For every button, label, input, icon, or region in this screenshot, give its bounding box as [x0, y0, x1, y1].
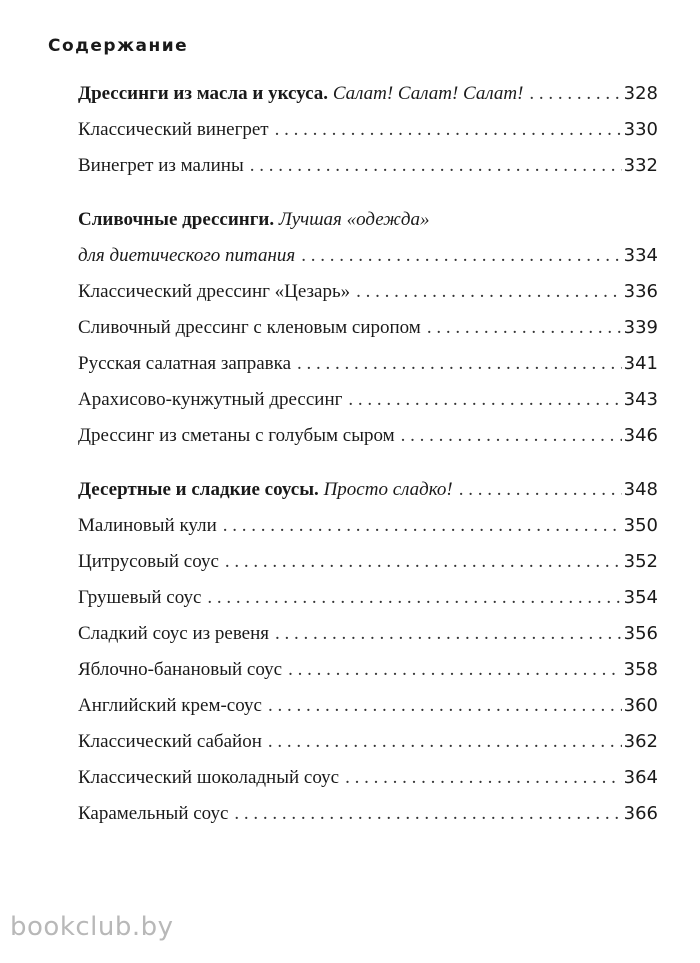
toc-entry	[78, 508, 658, 544]
leader-dots	[345, 760, 622, 796]
section-heading	[78, 76, 658, 112]
leader-dots	[234, 796, 621, 832]
leader-dots	[250, 148, 622, 184]
page-number: 348	[623, 479, 658, 500]
page-number: 343	[623, 389, 658, 410]
watermark: bookclub.by	[10, 912, 174, 942]
section-heading	[78, 202, 658, 238]
leader-dots	[275, 112, 622, 148]
page-number: 350	[623, 515, 658, 536]
toc-entry	[78, 274, 658, 310]
page-number: 362	[623, 731, 658, 752]
page-number: 339	[623, 317, 658, 338]
section-title-italic: Салат! Салат! Салат!	[332, 83, 524, 104]
leader-dots	[427, 310, 622, 346]
entry-title: Русская салатная заправка	[78, 353, 292, 374]
leader-dots	[207, 580, 621, 616]
leader-dots	[459, 472, 622, 508]
entry-title: Дрессинг из сметаны с голубым сыром	[78, 425, 395, 446]
section-title-bold: Десертные и сладкие соусы.	[78, 479, 319, 500]
toc-entry	[78, 796, 658, 832]
toc-entry	[78, 616, 658, 652]
toc-entry	[78, 760, 658, 796]
entry-title: Классический дрессинг «Цезарь»	[78, 281, 351, 302]
page-number: 330	[623, 119, 658, 140]
section-title-italic-cont: для диетического питания	[78, 245, 296, 266]
toc-entry	[78, 346, 658, 382]
page-number: 356	[623, 623, 658, 644]
leader-dots	[401, 418, 622, 454]
leader-dots	[268, 724, 622, 760]
leader-dots	[288, 652, 622, 688]
entry-title: Грушевый соус	[78, 587, 202, 608]
entry-title: Арахисово-кунжутный дрессинг	[78, 389, 343, 410]
page-number: 364	[623, 767, 658, 788]
leader-dots	[297, 346, 622, 382]
toc-entry	[78, 382, 658, 418]
entry-title: Малиновый кули	[78, 515, 217, 536]
entry-title: Сладкий соус из ревеня	[78, 623, 270, 644]
page-number: 358	[623, 659, 658, 680]
entry-title: Цитрусовый соус	[78, 551, 219, 572]
toc-entry	[78, 724, 658, 760]
toc-entry	[78, 652, 658, 688]
section-title-italic: Просто сладко!	[323, 479, 453, 500]
entry-title: Классический шоколадный соус	[78, 767, 340, 788]
toc-entry	[78, 310, 658, 346]
page-number: 346	[623, 425, 658, 446]
entry-title: Сливочный дрессинг с кленовым сиропом	[78, 317, 421, 338]
section-title-bold: Сливочные дрессинги.	[78, 209, 275, 230]
toc-entry	[78, 112, 658, 148]
leader-dots	[348, 382, 621, 418]
toc-entry	[78, 580, 658, 616]
page-number: 334	[623, 245, 658, 266]
entry-title: Карамельный соус	[78, 803, 229, 824]
page-number: 328	[623, 83, 658, 104]
section-heading	[78, 472, 658, 508]
entry-title: Классический сабайон	[78, 731, 262, 752]
section-heading-continued	[78, 238, 658, 274]
toc-entry	[78, 418, 658, 454]
page-number: 354	[623, 587, 658, 608]
entry-title: Винегрет из малины	[78, 155, 244, 176]
page-number: 336	[623, 281, 658, 302]
toc-entry	[78, 148, 658, 184]
page-number: 341	[623, 353, 658, 374]
entry-title: Яблочно-банановый соус	[78, 659, 283, 680]
section-title-bold: Дрессинги из масла и уксуса.	[78, 83, 329, 104]
page-header: Содержание	[48, 36, 189, 56]
toc-entry	[78, 544, 658, 580]
page-number: 360	[623, 695, 658, 716]
section-title-italic: Лучшая «одежда»	[278, 209, 430, 230]
leader-dots	[223, 508, 622, 544]
leader-dots	[301, 238, 621, 274]
page-number: 332	[623, 155, 658, 176]
entry-title: Английский крем-соус	[78, 695, 262, 716]
page-number: 366	[623, 803, 658, 824]
leader-dots	[225, 544, 622, 580]
page-number: 352	[623, 551, 658, 572]
table-of-contents	[78, 76, 658, 832]
leader-dots	[529, 76, 621, 112]
leader-dots	[268, 688, 622, 724]
section-gap	[78, 454, 658, 472]
toc-entry	[78, 688, 658, 724]
section-gap	[78, 184, 658, 202]
leader-dots	[275, 616, 622, 652]
leader-dots	[356, 274, 621, 310]
entry-title: Классический винегрет	[78, 119, 269, 140]
